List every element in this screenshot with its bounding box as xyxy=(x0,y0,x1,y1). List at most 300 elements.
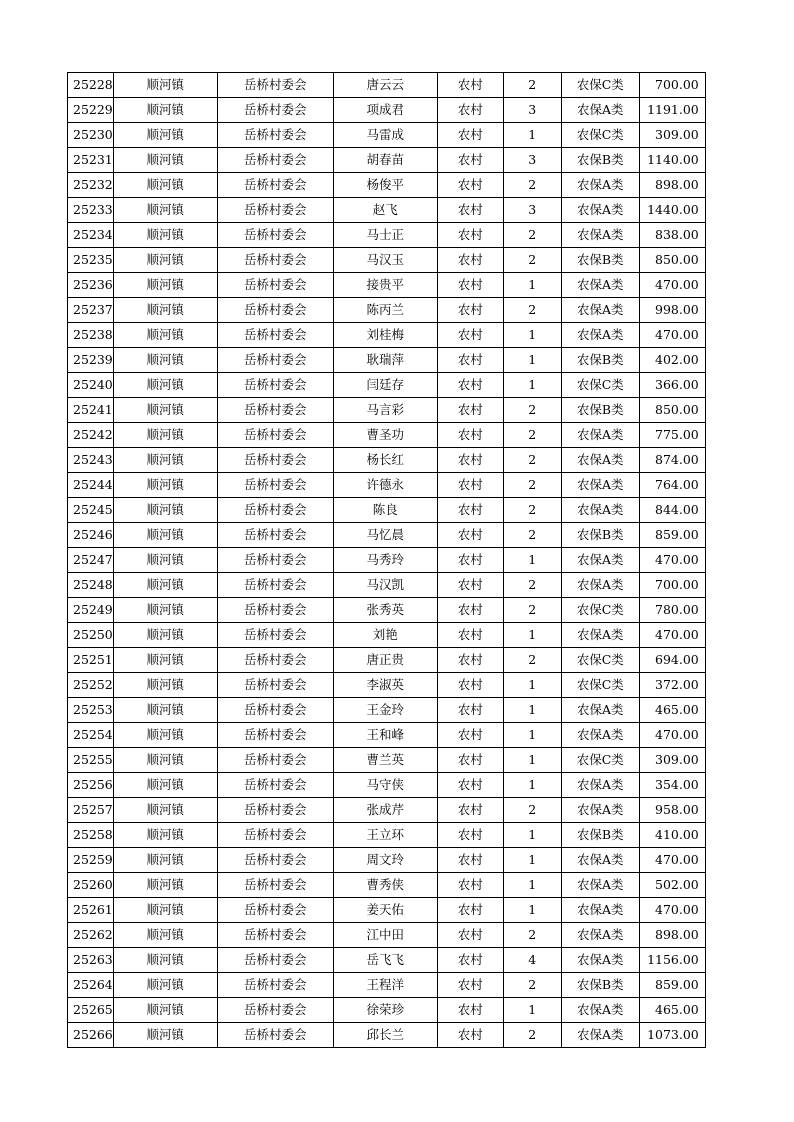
village-committee-cell: 岳桥村委会 xyxy=(217,223,333,248)
record-id-cell: 25250 xyxy=(68,623,114,648)
table-row xyxy=(68,648,706,673)
town-cell: 顺河镇 xyxy=(113,423,217,448)
area-type-cell: 农村 xyxy=(437,198,503,223)
table-row xyxy=(68,573,706,598)
household-size-cell: 2 xyxy=(503,1023,561,1048)
area-type-cell: 农村 xyxy=(437,323,503,348)
household-size-cell: 1 xyxy=(503,748,561,773)
record-id-cell: 25232 xyxy=(68,173,114,198)
household-size-cell: 2 xyxy=(503,423,561,448)
village-committee-cell: 岳桥村委会 xyxy=(217,548,333,573)
name-cell: 马士正 xyxy=(333,223,437,248)
household-size-cell: 2 xyxy=(503,73,561,98)
insurance-category-cell: 农保A类 xyxy=(561,1023,639,1048)
household-size-cell: 2 xyxy=(503,173,561,198)
amount-cell: 764.00 xyxy=(639,473,705,498)
record-id-cell: 25249 xyxy=(68,598,114,623)
insurance-category-cell: 农保A类 xyxy=(561,473,639,498)
data-table xyxy=(67,72,706,1048)
amount-cell: 700.00 xyxy=(639,573,705,598)
area-type-cell: 农村 xyxy=(437,1023,503,1048)
village-committee-cell: 岳桥村委会 xyxy=(217,273,333,298)
village-committee-cell: 岳桥村委会 xyxy=(217,798,333,823)
amount-cell: 1191.00 xyxy=(639,98,705,123)
name-cell: 杨长红 xyxy=(333,448,437,473)
table-row xyxy=(68,748,706,773)
record-id-cell: 25253 xyxy=(68,698,114,723)
amount-cell: 465.00 xyxy=(639,698,705,723)
area-type-cell: 农村 xyxy=(437,98,503,123)
insurance-category-cell: 农保A类 xyxy=(561,623,639,648)
table-row xyxy=(68,973,706,998)
table-row xyxy=(68,923,706,948)
record-id-cell: 25237 xyxy=(68,298,114,323)
area-type-cell: 农村 xyxy=(437,223,503,248)
table-row xyxy=(68,773,706,798)
amount-cell: 874.00 xyxy=(639,448,705,473)
name-cell: 马汉玉 xyxy=(333,248,437,273)
village-committee-cell: 岳桥村委会 xyxy=(217,523,333,548)
table-body xyxy=(68,73,706,1048)
record-id-cell: 25231 xyxy=(68,148,114,173)
household-size-cell: 2 xyxy=(503,298,561,323)
town-cell: 顺河镇 xyxy=(113,823,217,848)
table-row xyxy=(68,373,706,398)
name-cell: 陈良 xyxy=(333,498,437,523)
household-size-cell: 2 xyxy=(503,798,561,823)
amount-cell: 1156.00 xyxy=(639,948,705,973)
town-cell: 顺河镇 xyxy=(113,248,217,273)
amount-cell: 470.00 xyxy=(639,548,705,573)
town-cell: 顺河镇 xyxy=(113,548,217,573)
insurance-category-cell: 农保A类 xyxy=(561,298,639,323)
insurance-category-cell: 农保A类 xyxy=(561,923,639,948)
household-size-cell: 1 xyxy=(503,998,561,1023)
record-id-cell: 25243 xyxy=(68,448,114,473)
name-cell: 邱长兰 xyxy=(333,1023,437,1048)
town-cell: 顺河镇 xyxy=(113,873,217,898)
table-row xyxy=(68,498,706,523)
area-type-cell: 农村 xyxy=(437,423,503,448)
insurance-category-cell: 农保A类 xyxy=(561,548,639,573)
name-cell: 王金玲 xyxy=(333,698,437,723)
amount-cell: 958.00 xyxy=(639,798,705,823)
household-size-cell: 2 xyxy=(503,498,561,523)
household-size-cell: 2 xyxy=(503,973,561,998)
area-type-cell: 农村 xyxy=(437,923,503,948)
insurance-category-cell: 农保C类 xyxy=(561,648,639,673)
household-size-cell: 3 xyxy=(503,148,561,173)
area-type-cell: 农村 xyxy=(437,598,503,623)
area-type-cell: 农村 xyxy=(437,448,503,473)
name-cell: 王立环 xyxy=(333,823,437,848)
village-committee-cell: 岳桥村委会 xyxy=(217,248,333,273)
amount-cell: 1440.00 xyxy=(639,198,705,223)
household-size-cell: 1 xyxy=(503,898,561,923)
insurance-category-cell: 农保C类 xyxy=(561,73,639,98)
village-committee-cell: 岳桥村委会 xyxy=(217,823,333,848)
household-size-cell: 2 xyxy=(503,648,561,673)
table-row xyxy=(68,1023,706,1048)
town-cell: 顺河镇 xyxy=(113,923,217,948)
household-size-cell: 3 xyxy=(503,198,561,223)
town-cell: 顺河镇 xyxy=(113,648,217,673)
amount-cell: 502.00 xyxy=(639,873,705,898)
town-cell: 顺河镇 xyxy=(113,898,217,923)
town-cell: 顺河镇 xyxy=(113,948,217,973)
table-row xyxy=(68,798,706,823)
amount-cell: 850.00 xyxy=(639,398,705,423)
record-id-cell: 25240 xyxy=(68,373,114,398)
area-type-cell: 农村 xyxy=(437,648,503,673)
area-type-cell: 农村 xyxy=(437,298,503,323)
insurance-category-cell: 农保A类 xyxy=(561,698,639,723)
name-cell: 李淑英 xyxy=(333,673,437,698)
village-committee-cell: 岳桥村委会 xyxy=(217,748,333,773)
name-cell: 曹秀侠 xyxy=(333,873,437,898)
amount-cell: 700.00 xyxy=(639,73,705,98)
name-cell: 岳飞飞 xyxy=(333,948,437,973)
village-committee-cell: 岳桥村委会 xyxy=(217,998,333,1023)
village-committee-cell: 岳桥村委会 xyxy=(217,198,333,223)
insurance-category-cell: 农保B类 xyxy=(561,823,639,848)
town-cell: 顺河镇 xyxy=(113,698,217,723)
village-committee-cell: 岳桥村委会 xyxy=(217,1023,333,1048)
area-type-cell: 农村 xyxy=(437,698,503,723)
village-committee-cell: 岳桥村委会 xyxy=(217,73,333,98)
town-cell: 顺河镇 xyxy=(113,98,217,123)
record-id-cell: 25242 xyxy=(68,423,114,448)
town-cell: 顺河镇 xyxy=(113,73,217,98)
household-size-cell: 1 xyxy=(503,848,561,873)
record-id-cell: 25255 xyxy=(68,748,114,773)
name-cell: 马雷成 xyxy=(333,123,437,148)
record-id-cell: 25239 xyxy=(68,348,114,373)
household-size-cell: 2 xyxy=(503,448,561,473)
area-type-cell: 农村 xyxy=(437,348,503,373)
amount-cell: 410.00 xyxy=(639,823,705,848)
record-id-cell: 25251 xyxy=(68,648,114,673)
amount-cell: 775.00 xyxy=(639,423,705,448)
record-id-cell: 25252 xyxy=(68,673,114,698)
amount-cell: 366.00 xyxy=(639,373,705,398)
household-size-cell: 1 xyxy=(503,773,561,798)
household-size-cell: 1 xyxy=(503,548,561,573)
table-row xyxy=(68,248,706,273)
insurance-category-cell: 农保B类 xyxy=(561,248,639,273)
insurance-category-cell: 农保A类 xyxy=(561,198,639,223)
table-row xyxy=(68,623,706,648)
amount-cell: 470.00 xyxy=(639,623,705,648)
town-cell: 顺河镇 xyxy=(113,623,217,648)
name-cell: 许德永 xyxy=(333,473,437,498)
village-committee-cell: 岳桥村委会 xyxy=(217,923,333,948)
village-committee-cell: 岳桥村委会 xyxy=(217,898,333,923)
village-committee-cell: 岳桥村委会 xyxy=(217,323,333,348)
village-committee-cell: 岳桥村委会 xyxy=(217,673,333,698)
amount-cell: 694.00 xyxy=(639,648,705,673)
household-size-cell: 4 xyxy=(503,948,561,973)
town-cell: 顺河镇 xyxy=(113,498,217,523)
table-row xyxy=(68,148,706,173)
village-committee-cell: 岳桥村委会 xyxy=(217,598,333,623)
insurance-category-cell: 农保B类 xyxy=(561,973,639,998)
village-committee-cell: 岳桥村委会 xyxy=(217,148,333,173)
name-cell: 江中田 xyxy=(333,923,437,948)
household-size-cell: 1 xyxy=(503,698,561,723)
table-row xyxy=(68,898,706,923)
table-row xyxy=(68,523,706,548)
name-cell: 马守侠 xyxy=(333,773,437,798)
town-cell: 顺河镇 xyxy=(113,223,217,248)
town-cell: 顺河镇 xyxy=(113,598,217,623)
table-row xyxy=(68,473,706,498)
name-cell: 曹圣功 xyxy=(333,423,437,448)
amount-cell: 859.00 xyxy=(639,973,705,998)
area-type-cell: 农村 xyxy=(437,898,503,923)
village-committee-cell: 岳桥村委会 xyxy=(217,873,333,898)
amount-cell: 402.00 xyxy=(639,348,705,373)
table-row xyxy=(68,948,706,973)
table-row xyxy=(68,198,706,223)
household-size-cell: 1 xyxy=(503,673,561,698)
insurance-category-cell: 农保A类 xyxy=(561,898,639,923)
record-id-cell: 25241 xyxy=(68,398,114,423)
record-id-cell: 25248 xyxy=(68,573,114,598)
amount-cell: 859.00 xyxy=(639,523,705,548)
household-size-cell: 1 xyxy=(503,623,561,648)
name-cell: 张秀英 xyxy=(333,598,437,623)
table-row xyxy=(68,448,706,473)
name-cell: 马秀玲 xyxy=(333,548,437,573)
record-id-cell: 25228 xyxy=(68,73,114,98)
name-cell: 杨俊平 xyxy=(333,173,437,198)
name-cell: 接贵平 xyxy=(333,273,437,298)
name-cell: 周文玲 xyxy=(333,848,437,873)
village-committee-cell: 岳桥村委会 xyxy=(217,98,333,123)
insurance-category-cell: 农保A类 xyxy=(561,448,639,473)
household-size-cell: 2 xyxy=(503,923,561,948)
insurance-category-cell: 农保C类 xyxy=(561,673,639,698)
name-cell: 王和峰 xyxy=(333,723,437,748)
record-id-cell: 25256 xyxy=(68,773,114,798)
area-type-cell: 农村 xyxy=(437,948,503,973)
table-row xyxy=(68,698,706,723)
town-cell: 顺河镇 xyxy=(113,1023,217,1048)
village-committee-cell: 岳桥村委会 xyxy=(217,123,333,148)
area-type-cell: 农村 xyxy=(437,248,503,273)
amount-cell: 470.00 xyxy=(639,898,705,923)
amount-cell: 898.00 xyxy=(639,173,705,198)
table-row xyxy=(68,823,706,848)
town-cell: 顺河镇 xyxy=(113,523,217,548)
amount-cell: 309.00 xyxy=(639,748,705,773)
insurance-category-cell: 农保C类 xyxy=(561,123,639,148)
area-type-cell: 农村 xyxy=(437,623,503,648)
town-cell: 顺河镇 xyxy=(113,173,217,198)
insurance-category-cell: 农保A类 xyxy=(561,798,639,823)
area-type-cell: 农村 xyxy=(437,373,503,398)
household-size-cell: 1 xyxy=(503,273,561,298)
household-size-cell: 1 xyxy=(503,873,561,898)
area-type-cell: 农村 xyxy=(437,173,503,198)
village-committee-cell: 岳桥村委会 xyxy=(217,848,333,873)
table-row xyxy=(68,873,706,898)
town-cell: 顺河镇 xyxy=(113,198,217,223)
insurance-category-cell: 农保A类 xyxy=(561,423,639,448)
record-id-cell: 25262 xyxy=(68,923,114,948)
name-cell: 马忆晨 xyxy=(333,523,437,548)
household-size-cell: 2 xyxy=(503,248,561,273)
record-id-cell: 25263 xyxy=(68,948,114,973)
amount-cell: 844.00 xyxy=(639,498,705,523)
record-id-cell: 25244 xyxy=(68,473,114,498)
area-type-cell: 农村 xyxy=(437,873,503,898)
village-committee-cell: 岳桥村委会 xyxy=(217,173,333,198)
insurance-category-cell: 农保A类 xyxy=(561,873,639,898)
area-type-cell: 农村 xyxy=(437,848,503,873)
village-committee-cell: 岳桥村委会 xyxy=(217,298,333,323)
town-cell: 顺河镇 xyxy=(113,773,217,798)
amount-cell: 838.00 xyxy=(639,223,705,248)
record-id-cell: 25254 xyxy=(68,723,114,748)
area-type-cell: 农村 xyxy=(437,723,503,748)
insurance-category-cell: 农保A类 xyxy=(561,848,639,873)
insurance-category-cell: 农保C类 xyxy=(561,748,639,773)
insurance-category-cell: 农保A类 xyxy=(561,773,639,798)
area-type-cell: 农村 xyxy=(437,773,503,798)
table-row xyxy=(68,273,706,298)
amount-cell: 998.00 xyxy=(639,298,705,323)
town-cell: 顺河镇 xyxy=(113,723,217,748)
town-cell: 顺河镇 xyxy=(113,748,217,773)
town-cell: 顺河镇 xyxy=(113,298,217,323)
record-id-cell: 25257 xyxy=(68,798,114,823)
table-row xyxy=(68,173,706,198)
town-cell: 顺河镇 xyxy=(113,473,217,498)
insurance-category-cell: 农保C类 xyxy=(561,373,639,398)
village-committee-cell: 岳桥村委会 xyxy=(217,448,333,473)
area-type-cell: 农村 xyxy=(437,498,503,523)
town-cell: 顺河镇 xyxy=(113,798,217,823)
record-id-cell: 25261 xyxy=(68,898,114,923)
insurance-category-cell: 农保A类 xyxy=(561,173,639,198)
amount-cell: 1140.00 xyxy=(639,148,705,173)
insurance-category-cell: 农保A类 xyxy=(561,98,639,123)
record-id-cell: 25246 xyxy=(68,523,114,548)
amount-cell: 898.00 xyxy=(639,923,705,948)
area-type-cell: 农村 xyxy=(437,123,503,148)
household-size-cell: 2 xyxy=(503,398,561,423)
village-committee-cell: 岳桥村委会 xyxy=(217,398,333,423)
amount-cell: 470.00 xyxy=(639,273,705,298)
amount-cell: 780.00 xyxy=(639,598,705,623)
town-cell: 顺河镇 xyxy=(113,973,217,998)
insurance-category-cell: 农保A类 xyxy=(561,573,639,598)
amount-cell: 465.00 xyxy=(639,998,705,1023)
town-cell: 顺河镇 xyxy=(113,673,217,698)
town-cell: 顺河镇 xyxy=(113,998,217,1023)
name-cell: 唐正贵 xyxy=(333,648,437,673)
town-cell: 顺河镇 xyxy=(113,348,217,373)
record-id-cell: 25247 xyxy=(68,548,114,573)
name-cell: 马汉凯 xyxy=(333,573,437,598)
area-type-cell: 农村 xyxy=(437,673,503,698)
insurance-category-cell: 农保A类 xyxy=(561,498,639,523)
village-committee-cell: 岳桥村委会 xyxy=(217,423,333,448)
name-cell: 徐荣珍 xyxy=(333,998,437,1023)
record-id-cell: 25236 xyxy=(68,273,114,298)
record-id-cell: 25258 xyxy=(68,823,114,848)
household-size-cell: 1 xyxy=(503,723,561,748)
amount-cell: 470.00 xyxy=(639,723,705,748)
table-row xyxy=(68,598,706,623)
household-size-cell: 2 xyxy=(503,598,561,623)
amount-cell: 470.00 xyxy=(639,323,705,348)
area-type-cell: 农村 xyxy=(437,548,503,573)
table-row xyxy=(68,848,706,873)
village-committee-cell: 岳桥村委会 xyxy=(217,773,333,798)
village-committee-cell: 岳桥村委会 xyxy=(217,348,333,373)
amount-cell: 1073.00 xyxy=(639,1023,705,1048)
town-cell: 顺河镇 xyxy=(113,323,217,348)
name-cell: 项成君 xyxy=(333,98,437,123)
record-id-cell: 25259 xyxy=(68,848,114,873)
area-type-cell: 农村 xyxy=(437,473,503,498)
household-size-cell: 2 xyxy=(503,523,561,548)
village-committee-cell: 岳桥村委会 xyxy=(217,948,333,973)
name-cell: 刘艳 xyxy=(333,623,437,648)
record-id-cell: 25245 xyxy=(68,498,114,523)
record-id-cell: 25234 xyxy=(68,223,114,248)
table-row xyxy=(68,348,706,373)
insurance-category-cell: 农保A类 xyxy=(561,948,639,973)
table-row xyxy=(68,323,706,348)
town-cell: 顺河镇 xyxy=(113,123,217,148)
record-id-cell: 25229 xyxy=(68,98,114,123)
record-id-cell: 25238 xyxy=(68,323,114,348)
area-type-cell: 农村 xyxy=(437,798,503,823)
village-committee-cell: 岳桥村委会 xyxy=(217,623,333,648)
amount-cell: 850.00 xyxy=(639,248,705,273)
amount-cell: 470.00 xyxy=(639,848,705,873)
insurance-category-cell: 农保C类 xyxy=(561,598,639,623)
household-size-cell: 1 xyxy=(503,323,561,348)
insurance-category-cell: 农保B类 xyxy=(561,523,639,548)
insurance-category-cell: 农保B类 xyxy=(561,148,639,173)
record-id-cell: 25233 xyxy=(68,198,114,223)
name-cell: 姜天佑 xyxy=(333,898,437,923)
record-id-cell: 25235 xyxy=(68,248,114,273)
name-cell: 胡春苗 xyxy=(333,148,437,173)
household-size-cell: 1 xyxy=(503,823,561,848)
amount-cell: 372.00 xyxy=(639,673,705,698)
town-cell: 顺河镇 xyxy=(113,448,217,473)
table-row xyxy=(68,98,706,123)
household-size-cell: 3 xyxy=(503,98,561,123)
village-committee-cell: 岳桥村委会 xyxy=(217,698,333,723)
household-size-cell: 1 xyxy=(503,348,561,373)
table-row xyxy=(68,398,706,423)
table-row xyxy=(68,723,706,748)
insurance-category-cell: 农保A类 xyxy=(561,998,639,1023)
area-type-cell: 农村 xyxy=(437,148,503,173)
name-cell: 闫廷存 xyxy=(333,373,437,398)
name-cell: 耿瑞萍 xyxy=(333,348,437,373)
village-committee-cell: 岳桥村委会 xyxy=(217,973,333,998)
area-type-cell: 农村 xyxy=(437,573,503,598)
area-type-cell: 农村 xyxy=(437,823,503,848)
